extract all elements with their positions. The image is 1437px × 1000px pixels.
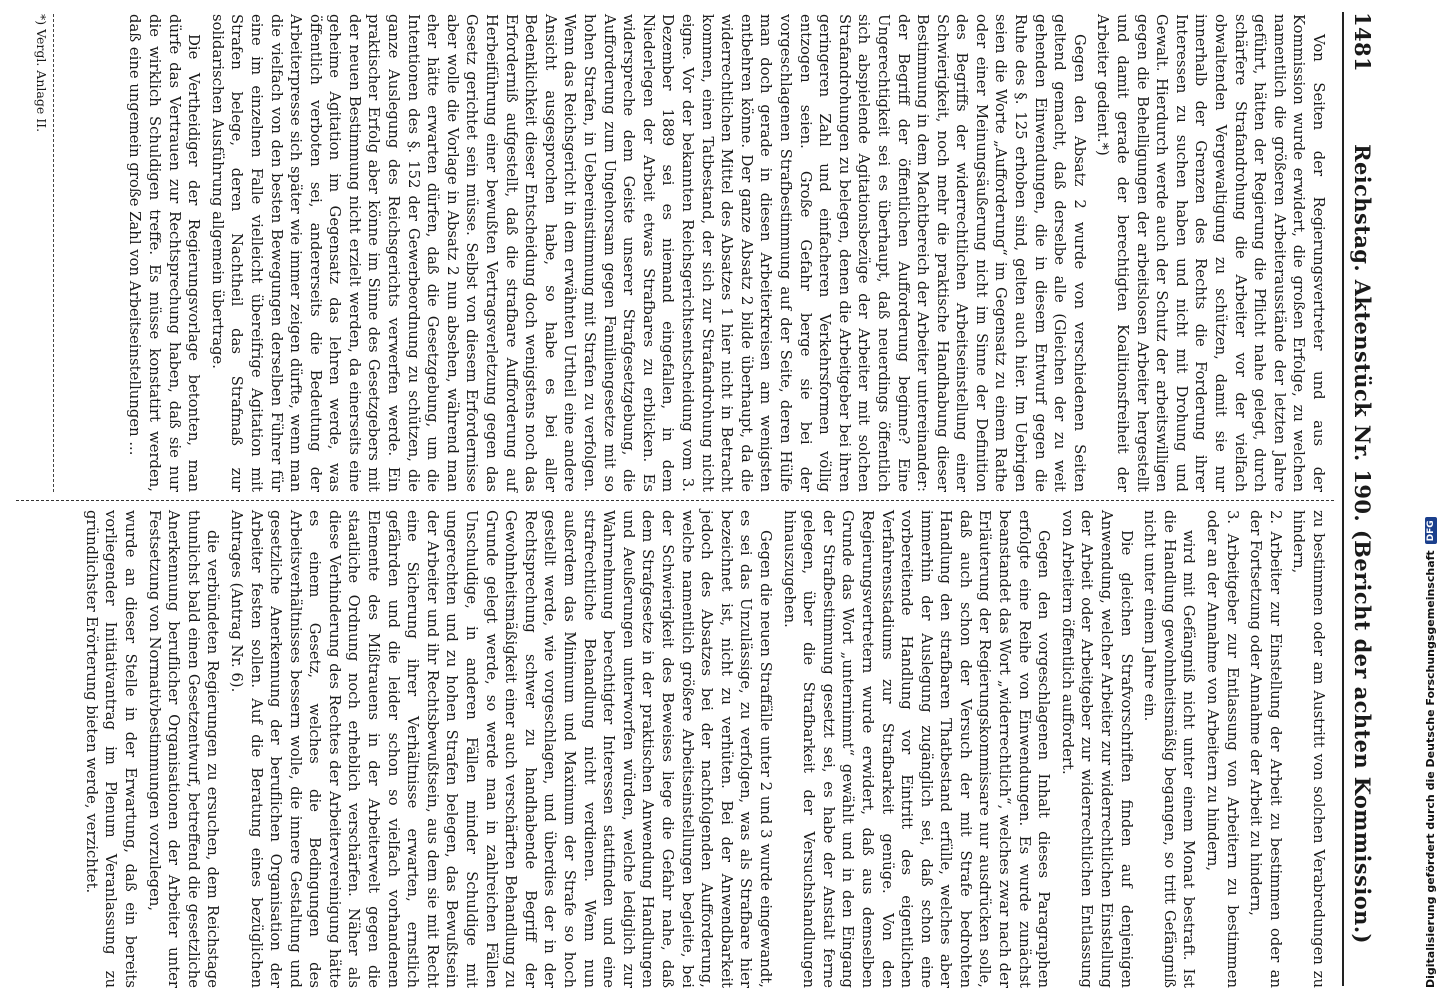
paragraph: wird mit Gefängniß nicht unter einem Monat bestraft. Ist die Handlung gewohnheitsmäßig begangen, so tritt Gefängniß nicht unter einem Jahre ein. bbox=[1141, 510, 1198, 988]
paragraph: Die gleichen Strafvorschriften finden auf denjenigen Anwendung, welcher Arbeiter zur widerrechtlichen Einstellung der Arbeit oder Arbeitgeber zur widerrechtlichen Entlassung von Arbeitern öffentlich auffordert. bbox=[1058, 510, 1135, 988]
paragraph: 2. Arbeiter zur Einstellung der Arbeit zu bestimmen oder an der Fortsetzung oder Annahme der Arbeit zu hindern, bbox=[1247, 510, 1284, 988]
paragraph: wurde an dieser Stelle in der Erwartung, daß ein bereits vorliegender Initiativantrag im Plenum Veranlassung zu gründlichster Erörterung bieten werde, verzichtet. bbox=[82, 510, 139, 988]
column-divider bbox=[16, 500, 1334, 501]
digitization-strip bbox=[1404, 0, 1437, 1000]
dfg-logo: DFG bbox=[1425, 517, 1437, 544]
paragraph: Von Seiten der Regierungsvertreter und aus der Kommission wurde erwidert, die großen Erfolge, zu welchen namentlich die größeren Arbeiterausstände der letzten Jahre geführt, hätten der Regierung die Pflicht nahe gelegt, durch schärfere Strafandrohung die Arbeiter vor der vielfach obwaltenden Vergewaltigung zu schützen, damit sie nur innerhalb der Grenzen des Rechts die Forderung ihrer Interessen zu suchen haben und nicht mit Drohung und Gewalt. Hierdurch werde auch der Schutz der arbeitswilligen gegen die Behelligungen der arbeitslosen Arbeiter hergestellt und damit gerade der berechtigten Koalitionsfreiheit der Arbeiter gedient.*) bbox=[1094, 14, 1327, 492]
paragraph: zu bestimmen oder am Austritt von solchen Verabredungen zu hindern, bbox=[1290, 510, 1327, 988]
left-column bbox=[16, 14, 1328, 492]
running-head: Reichstag. Aktenstück Nr. 190. (Bericht der achten Kommission.) bbox=[1350, 144, 1375, 944]
page-header bbox=[1342, 12, 1388, 986]
paragraph: Gegen den Absatz 2 wurde von verschiedenen Seiten geltend gemacht, daß derselbe alle (Gleichen der zu weit gehenden Einwendungen, die in diesem Entwurf gegen die Ruhe des §. 125 erhoben sind, gelten auch hier. Im Uebrigen seien die Worte „Aufforderung“ im Gegensatz zu einem Rathe oder einer Meinungsäußerung nicht im Sinne der Definition des Begriffs der widerrechtlichen Arbeitseinstellung einer Schwierigkeit, noch mehr die praktische Handhabung dieser Bestimmung in dem Machtbereich der Arbeiter untereinander: der Begriff der öffentlichen Aufforderung beginne? Eine Ungerechtigkeit sei es überhaupt, daß neuerdings öffentlich sich abspielende Agitationsbezüge der Arbeiter mit solchen Strafandrohungen zu belegen, denen die Arbeitgeber bei ihren geringeren Zahl und einfacheren Verkehrsformen völlig entzogen seien. Große Gefahr berge sie bei der vorgeschlagenen Strafbestimmung auf der Seite, deren Hülfe man doch gerade in diesen Arbeiterkreisen am wenigsten entbehren könne. Der ganze Absatz 2 bilde überhaupt, da die widerrechtlichen Mittel des Absatzes 1 hier nicht in Betracht kommen, einen Tatbestand, der sich zur Strafandrohung nicht eigne. Vor der bekannten Reichsgerichtsentscheidung vom 3. Dezember 1889 sei es niemand eingefallen, in dem Niederlegen der Arbeit etwas Strafbares zu erblicken. Es widerspreche dem Geiste unserer Strafgesetzgebung, die Aufforderung zum Ungehorsam gegen Familiengesetze mit so hohen Strafen, in Uebereinstimmung mit Strafen zu verfolgen. Wenn das Reichsgericht in dem erwähnten Urtheil eine andere Ansicht ausgesprochen habe, so habe es bei aller Bedenklichkeit dieser Entscheidung doch wenigstens noch das Erforderniß aufgestellt, daß die strafbare Aufforderung auf Herbeiführung einer bewußten Vertragsverletzung gegen das Gesetz gerichtet sein müsse. Selbst von diesem Erfordernisse aber wolle die Vorlage in Absatz 2 nun absehen, während man eher hätte erwarten dürfen, daß die Gesetzgebung, um die Intentionen des §. 152 der Gewerbeordnung zu schützen, die ganze Auslegung des Reichsgerichts verwerfen werde. Ein praktischer Erfolg aber könne im Sinne des Gesetzgebers mit der neuen Bestimmung nicht erzielt werden, da einerseits eine geheime Agitation im Gegensatz das lehren werde, was öffentlich verboten sei, andererseits die Bedeutung der Arbeiterpresse sich später wie immer zeigen dürfte, wenn man die vielfach von den besten Bewegungen derselben Führer für eine im einzelnen Falle vielleicht übereifrige Agitation mit Strafen belege, deren Nachtheil das Strafmaß zur solidarischen Ausführung allgemein übertrage. bbox=[208, 14, 1088, 492]
paragraph: die verbündeten Regierungen zu ersuchen, dem Reichstage thunlichst bald einen Gesetzentwurf, betreffend die gesetzliche Anerkennung beruflicher Organisationen der Arbeiter unter Festsetzung von Normativbestimmungen vorzulegen, bbox=[145, 510, 222, 988]
digitization-note: Digitalisierung gefördert durch die Deutsche Forschungsgemeinschaft bbox=[1424, 550, 1437, 988]
paragraph: Gegen die neuen Straffälle unter 2 und 3 wurde eingewandt, es sei das Unzulässige, zu verfolgen, was als Strafbare hier bezeichnet ist, nicht zu verhüten. Bei der Anwendbarkeit jedoch des Absatzes bei der nachfolgenden Aufforderung, welche namentlich größere Arbeitseinstellungen begleite, bei der Schwierigkeit des Beweises liege die Gefahr nahe, daß dem Strafgesetze in der praktischen Anwendung Handlungen und Aeußerungen unterworfen würden, welche lediglich zur Wahrnehmung berechtigter Interessen stattfinden und eine strafrechtliche Behandlung nicht verdienen. Wenn nun außerdem das Minimum und Maximum der Strafe so hoch gestellt werde, wie vorgeschlagen, und überdies der in der Rechtsprechung schwer zu handhabende Begriff der Gewohnheitsmäßigkeit einer auch verschärften Behandlung zu Grunde gelegt werde, so werde man in zahlreichen Fällen Unschuldige, in anderen Fällen minder Schuldige mit ungerechten und zu hohen Strafen belegen, das Bewußtsein der Arbeiter und ihr Rechtsbewußtsein, aus dem sie mit Recht eine Sicherung ihrer Verhältnisse erwarten, ernstlich gefährden und die leider schon so vielfach vorhandenen Elemente des Mißtrauens in der Arbeiterwelt gegen die staatliche Ordnung noch erheblich verschärfen. Näher als diese Verhinderung des Rechtes der Arbeitervereinigung hätte es einem Gesetz, welches die Bedingungen des Arbeitsverhältnisses bessern wolle, die innere Gestaltung und gesetzliche Anerkennung der beruflichen Organisation der Arbeiter festen sollen. Auf die Beratung eines bezüglichen Antrages (Antrag Nr. 6). bbox=[227, 510, 774, 988]
paragraph: Gegen den vorgeschlagenen Inhalt dieses Paragraphen erfolgte eine Reihe von Einwendungen. Es wurde zunächst beanstandet das Wort „widerrechtlich“, welches zwar nach der Erläuterung der Regierungskommissare nur ausdrücken solle, daß auch schon der Versuch der mit Strafe bedrohten Handlung den strafbaren Thatbestand erfülle, welches aber immerhin der Auslegung zugänglich sei, daß schon eine vorbereitende Handlung vor Eintritt des eigentlichen Verfahrensstadiums zur Strafbarkeit genüge. Von den Regierungsvertretern wurde erwidert, daß aus demselben Grunde das Wort „unternimmt“ gewählt und in den Eingang der Strafbestimmung gesetzt sei, es habe der Anstalt ferne gelegen, über die Strafbarkeit der Versuchshandlungen hinauszugehen. bbox=[780, 510, 1053, 988]
digitization-credit bbox=[1424, 517, 1437, 988]
page-number: 1481 bbox=[1350, 12, 1375, 73]
paragraph: 3. Arbeitgeber zur Entlassung von Arbeitern zu bestimmen oder an der Annahme von Arbeitern zu hindern, bbox=[1204, 510, 1241, 988]
paragraph: Die Vertheidiger der Regierungsvorlage betonten, man dürfe das Vertrauen zur Rechtsprechung haben, daß sie nur die wirklich Schuldigen treffe. Es müsse konstatirt werden, daß eine ungemein große Zahl von Arbeitseinstellungen ... bbox=[126, 14, 203, 492]
footnote: *) Vergl. Anlage II. bbox=[33, 14, 54, 492]
right-column bbox=[16, 510, 1328, 988]
